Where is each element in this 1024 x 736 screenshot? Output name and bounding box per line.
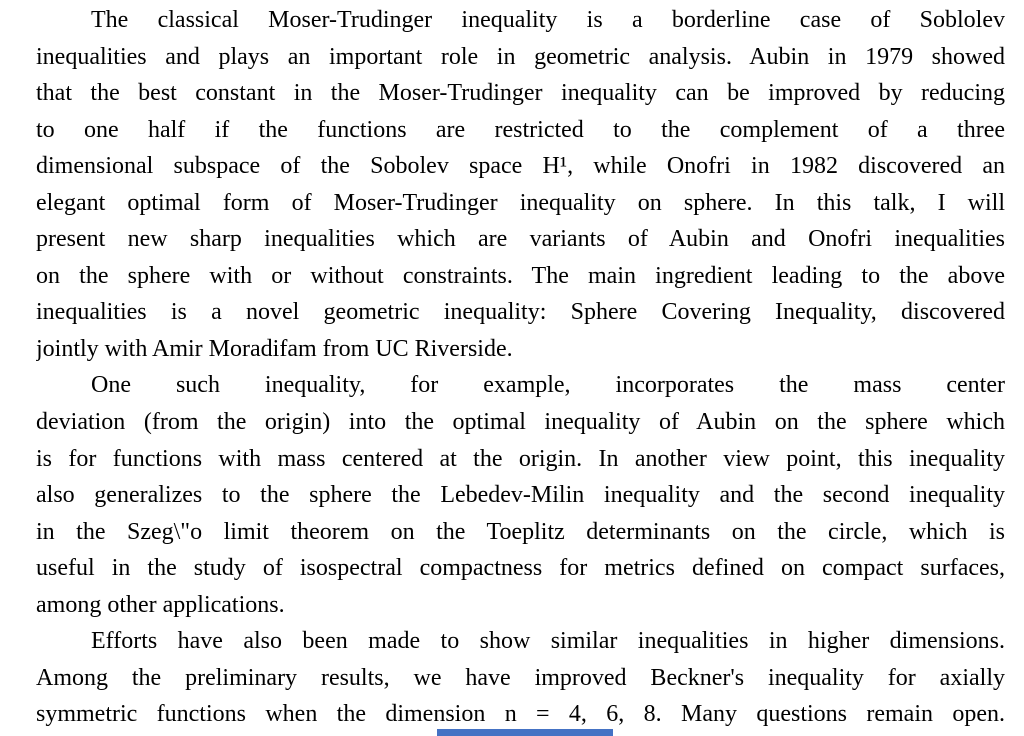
text-line: in the Szeg\"o limit theorem on the Toeplitz determinants on the circle, which is bbox=[36, 518, 1005, 545]
text-line: also generalizes to the sphere the Lebedev-Milin inequality and the second inequality bbox=[36, 482, 1005, 509]
text-line: is for functions with mass centered at the origin. In another view point, this inequality bbox=[36, 445, 1005, 472]
text-line: dimensional subspace of the Sobolev space H¹, while Onofri in 1982 discovered an bbox=[36, 153, 1005, 180]
text-line: on the sphere with or without constraints. The main ingredient leading to the above bbox=[36, 262, 1005, 289]
text-line: inequalities is a novel geometric inequality: Sphere Covering Inequality, discovered bbox=[36, 299, 1005, 326]
paragraph bbox=[36, 623, 1005, 733]
text-line: deviation (from the origin) into the optimal inequality of Aubin on the sphere which bbox=[36, 409, 1005, 436]
text-line: jointly with Amir Moradifam from UC Riverside. bbox=[36, 335, 513, 362]
text-line: that the best constant in the Moser-Trudinger inequality can be improved by reducing bbox=[36, 80, 1005, 107]
bottom-blue-bar bbox=[437, 729, 613, 736]
text-line: present new sharp inequalities which are variants of Aubin and Onofri inequalities bbox=[36, 226, 1005, 253]
text-line: symmetric functions when the dimension n = 4, 6, 8. Many questions remain open. bbox=[36, 701, 1005, 728]
text-line: Efforts have also been made to show similar inequalities in higher dimensions. bbox=[91, 628, 1005, 655]
text-line: The classical Moser-Trudinger inequality is a borderline case of Soblolev bbox=[91, 7, 1005, 33]
paragraph bbox=[36, 2, 1005, 367]
text-line: One such inequality, for example, incorporates the mass center bbox=[91, 372, 1005, 399]
paragraph bbox=[36, 367, 1005, 623]
text-line: elegant optimal form of Moser-Trudinger inequality on sphere. In this talk, I will bbox=[36, 189, 1005, 216]
text-line: useful in the study of isospectral compactness for metrics defined on compact surfaces, bbox=[36, 555, 1005, 582]
text-line: Among the preliminary results, we have improved Beckner's inequality for axially bbox=[36, 664, 1005, 691]
abstract-text bbox=[36, 2, 1005, 733]
text-line: to one half if the functions are restricted to the complement of a three bbox=[36, 116, 1005, 143]
text-line: among other applications. bbox=[36, 591, 285, 618]
text-line: inequalities and plays an important role in geometric analysis. Aubin in 1979 showed bbox=[36, 43, 1005, 70]
